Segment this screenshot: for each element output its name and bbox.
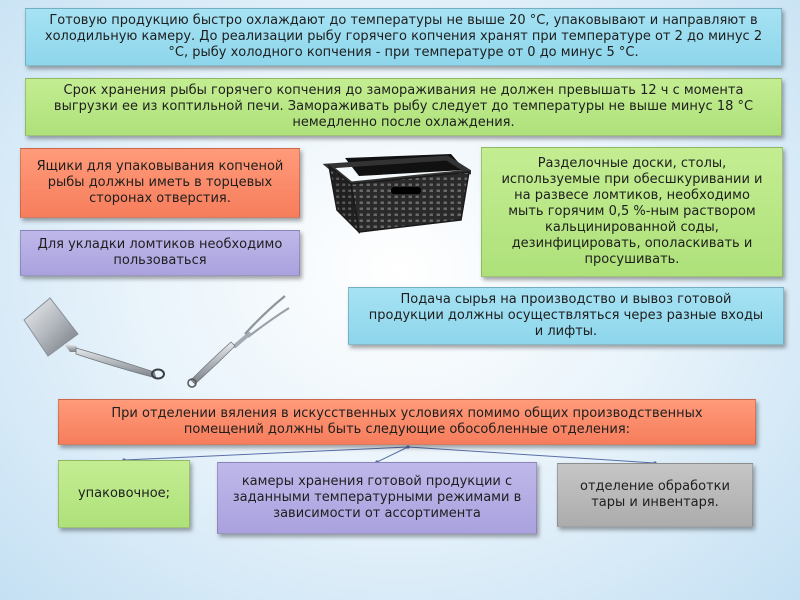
text-line: просушивать. <box>584 252 680 268</box>
text-line: на развесе ломтиков, необходимо <box>514 187 750 203</box>
text-line: мыть горячим 0,5 %-ным раствором <box>508 203 756 219</box>
freezing-term-text-box <box>25 78 782 136</box>
fork-handle <box>191 342 235 384</box>
spatula-image <box>18 290 168 386</box>
text-line: помещений должны быть следующие обособленные отделения: <box>183 422 631 437</box>
text-line: Срок хранения рыбы горячего копчения до замораживания не должен превышать 12 ч с момента <box>63 82 744 98</box>
carving-fork-image <box>185 290 295 390</box>
supply-routes-text-box <box>348 287 784 345</box>
text-line: используемые при обесшкуривании и <box>501 171 763 187</box>
text-line: Подача сырья на производство и вывоз готовой <box>400 291 732 307</box>
crate-image <box>323 140 471 236</box>
text-line: пользоваться <box>113 253 207 268</box>
text-line: дезинфицировать, ополаскивать и <box>511 236 753 252</box>
fork-prong <box>248 308 289 337</box>
text-line: Готовую продукцию быстро охлаждают до температуры не выше 20 °С, упаковывают и направляют в <box>49 12 758 28</box>
text-line: упаковочное; <box>77 485 171 501</box>
text-line: кальцинированной соды, <box>545 220 719 236</box>
slices-tools-text-box <box>20 230 300 276</box>
cooling-storage-text-box <box>25 8 782 66</box>
text-line: продукции должны осуществляться через разные входы <box>368 307 764 323</box>
text-line: и лифты. <box>534 324 598 340</box>
crate-handle <box>391 187 421 194</box>
text-line: сторонах отверстия. <box>89 191 231 207</box>
connector-node <box>406 445 409 448</box>
text-line: При отделении вяления в искусственных условиях помимо общих производственных <box>111 405 703 421</box>
drying-departments-text-box <box>58 399 756 445</box>
text-line: рыбы должны иметь в торцевых <box>47 174 273 190</box>
container-processing-box <box>557 463 753 527</box>
text-line: отделение обработки <box>580 478 730 494</box>
fork-shaft <box>235 334 249 346</box>
text-line: тары и инвентаря. <box>591 495 719 510</box>
text-line: Разделочные доски, столы, <box>537 155 727 171</box>
packing-boxes-text-box <box>20 148 300 218</box>
connector-to-storage <box>377 447 408 462</box>
text-line: заданными температурными режимами в <box>232 489 522 505</box>
spatula-handle <box>76 348 156 378</box>
text-line: Для укладки ломтиков необходимо <box>37 236 283 252</box>
cutting-boards-text-box <box>481 147 783 277</box>
text-line: °С, рыбу холодного копчения - при температуре от 0 до минус 5 °С. <box>168 45 639 61</box>
text-line: немедленно после охлаждения. <box>292 115 515 131</box>
connector-to-container <box>408 447 655 463</box>
text-line: выгрузки ее из коптильной печи. Замораживать рыбу следует до температуры не выше минус 18 °С <box>53 98 754 114</box>
text-line: зависимости от ассортимента <box>273 506 481 522</box>
connector-to-packing <box>124 447 408 460</box>
text-line: холодильную камеру. До реализации рыбу горячего копчения хранят при температуре от 2 до минус 2 <box>44 28 763 44</box>
text-line: камеры хранения готовой продукции с <box>241 473 513 489</box>
text-line: Ящики для упаковывания копченой <box>36 158 284 174</box>
storage-chambers-box <box>217 462 537 534</box>
packing-department-box <box>58 460 190 528</box>
